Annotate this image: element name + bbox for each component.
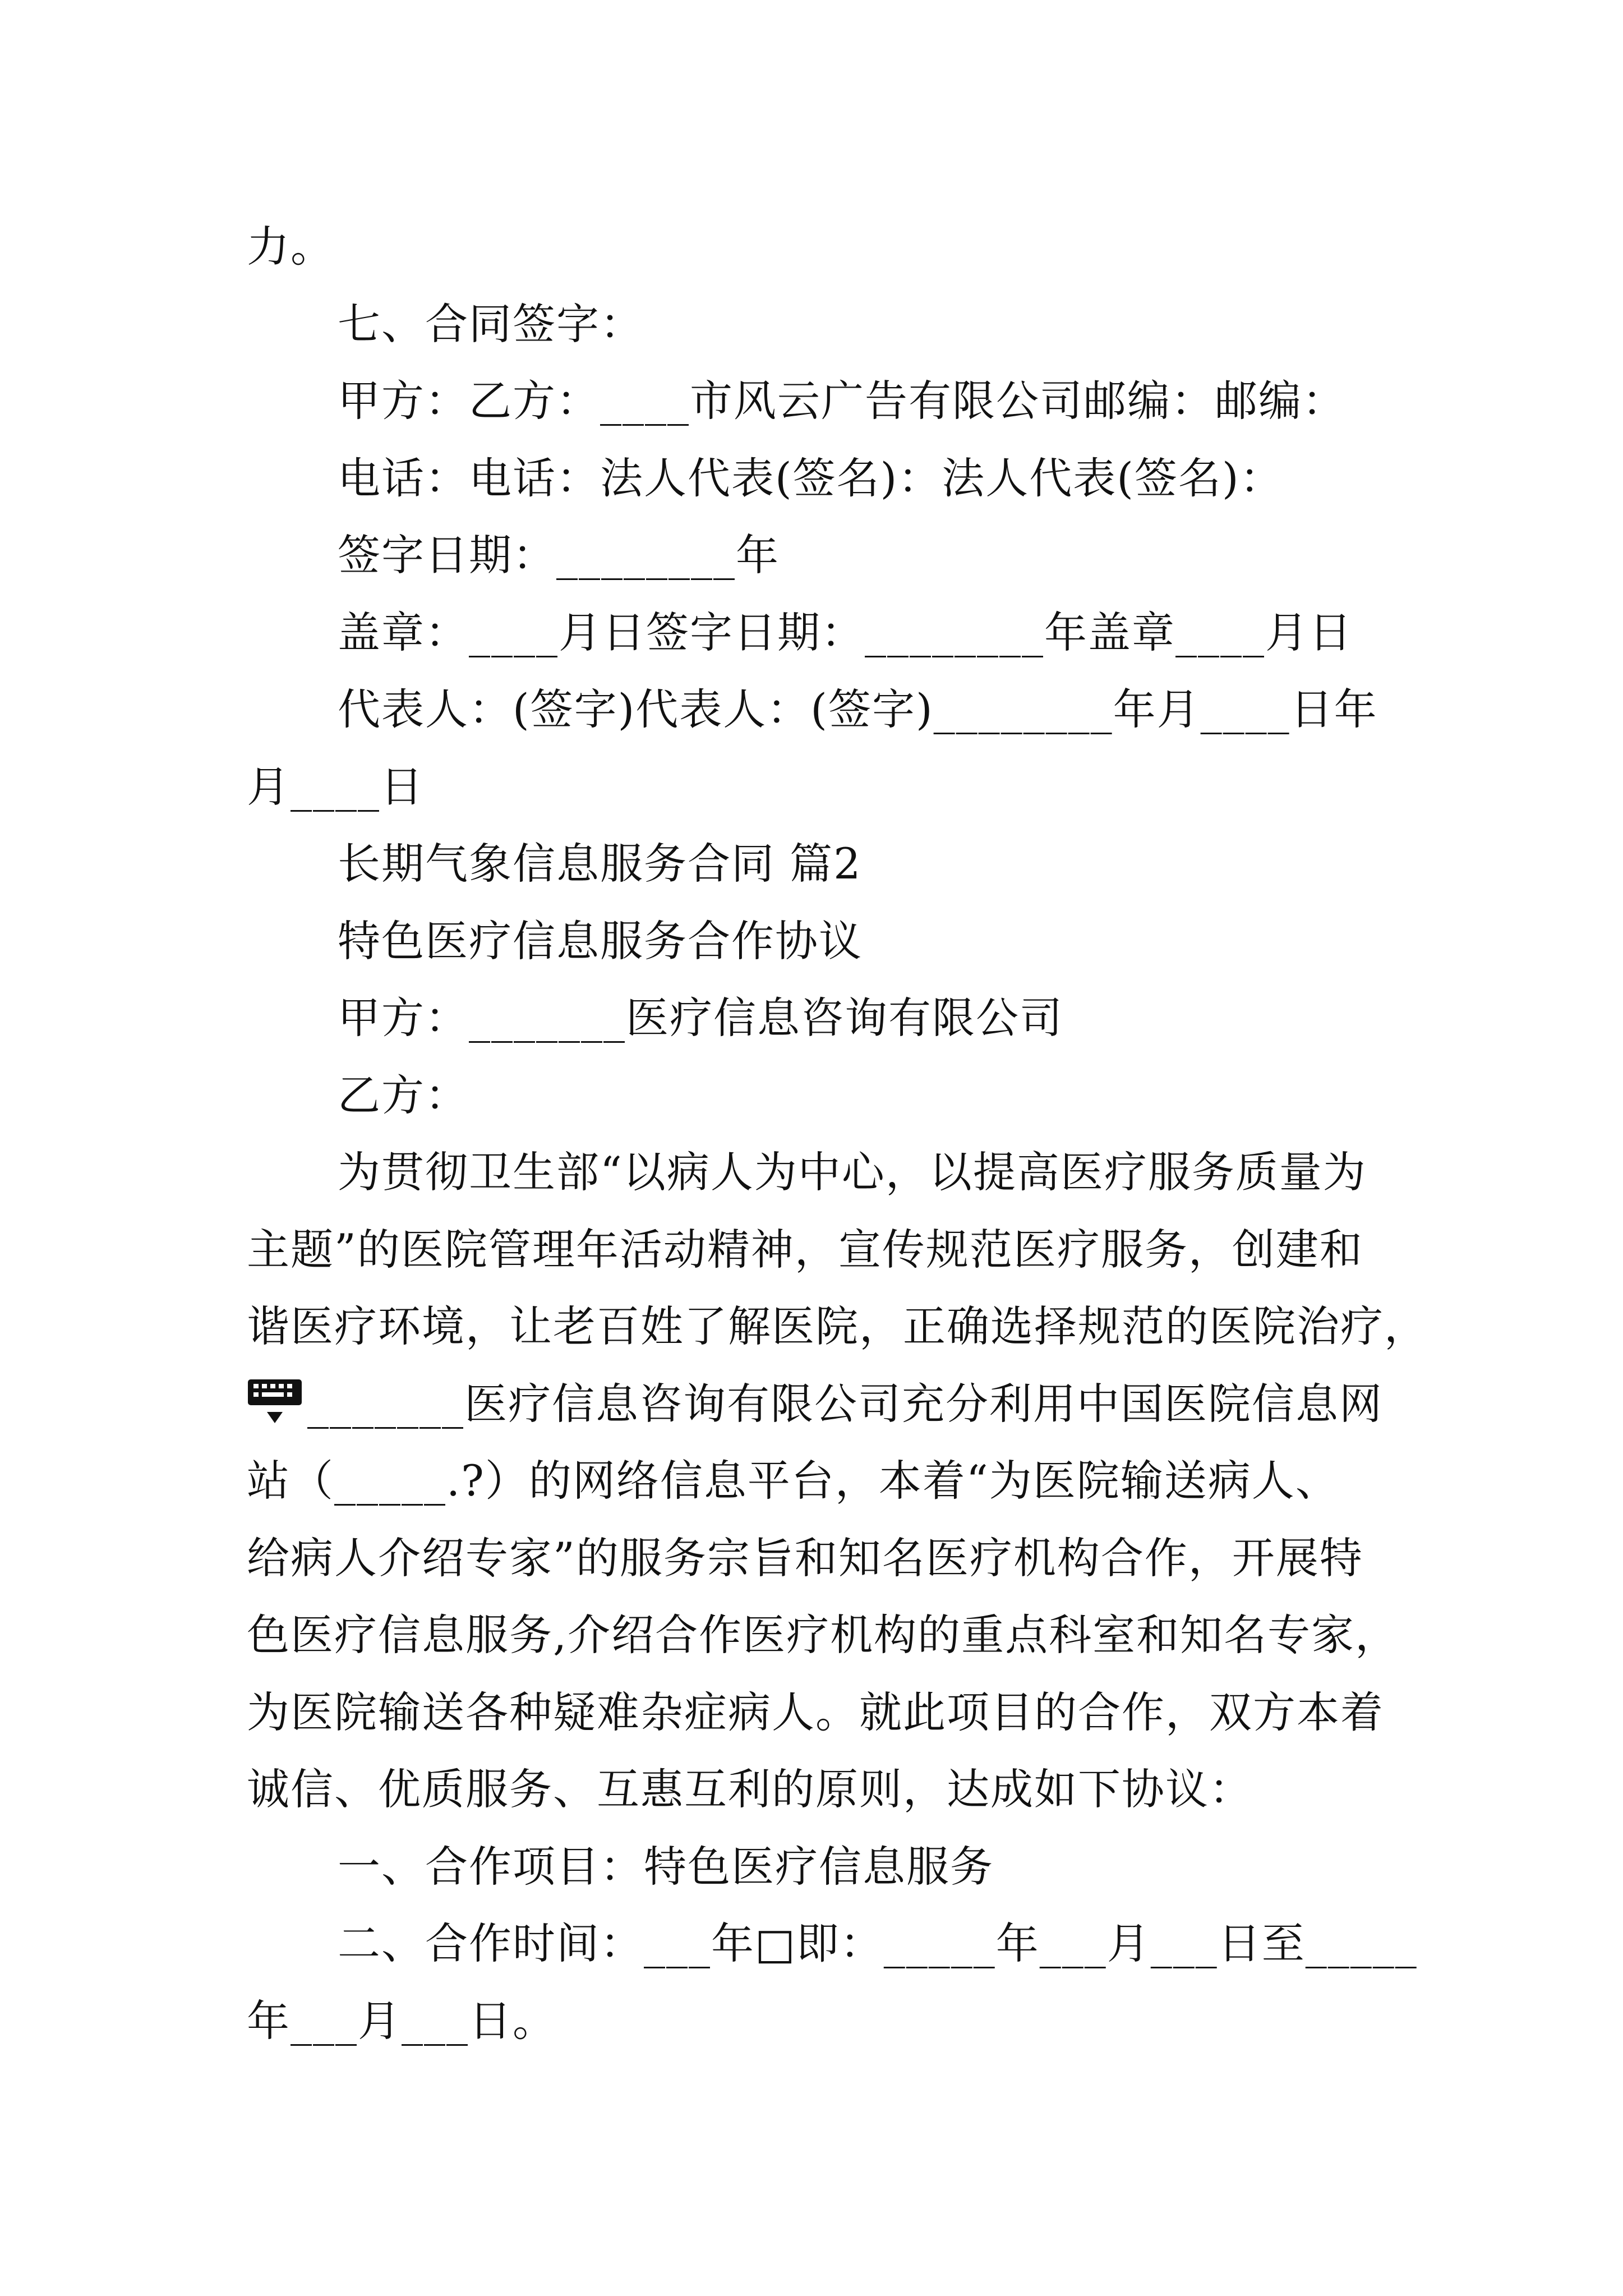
text-line: 力。 xyxy=(247,222,334,272)
clause-line: 二、合作时间：___年□即：_____年___月___日至_____ xyxy=(338,1918,1418,1968)
text-line: 盖章：____月日签字日期：________年盖章____月日 xyxy=(338,608,1353,657)
text-line: 电话：电话：法人代表(签名)：法人代表(签名)： xyxy=(338,453,1284,503)
paragraph-line: 色医疗信息服务,介绍合作医疗机构的重点科室和知名专家， xyxy=(247,1610,1399,1660)
clause-line: 年___月___日。 xyxy=(247,1996,556,2046)
text-line: 甲方：乙方：____市风云广告有限公司邮编：邮编： xyxy=(338,376,1346,426)
keyboard-icon xyxy=(247,1377,303,1428)
paragraph-line: 给病人介绍专家”的服务宗旨和知名医疗机构合作，开展特 xyxy=(247,1533,1363,1583)
paragraph-line: _______医疗信息咨询有限公司充分利用中国医院信息网 xyxy=(307,1379,1383,1429)
text-line: 代表人：(签字)代表人：(签字)________年月____日年 xyxy=(338,684,1378,734)
clause-line: 一、合作项目：特色医疗信息服务 xyxy=(338,1842,994,1892)
party-a-line: 甲方：_______医疗信息咨询有限公司 xyxy=(338,993,1063,1043)
section-heading: 七、合同签字： xyxy=(338,299,644,349)
paragraph-line: 诚信、优质服务、互惠互利的原则，达成如下协议： xyxy=(247,1764,1253,1814)
document-title: 长期气象信息服务合同 篇2 xyxy=(338,839,862,889)
text-line: 签字日期：________年 xyxy=(338,530,780,580)
paragraph-line: 为贯彻卫生部“以病人为中心，以提高医疗服务质量为 xyxy=(338,1147,1367,1197)
agreement-title: 特色医疗信息服务合作协议 xyxy=(338,916,863,966)
paragraph-line: 主题”的医院管理年活动精神，宣传规范医疗服务，创建和 xyxy=(247,1225,1363,1274)
paragraph-line: 站（_____.?）的网络信息平台，本着“为医院输送病人、 xyxy=(247,1456,1339,1506)
paragraph-line: 谐医疗环境，让老百姓了解医院，正确选择规范的医院治疗， xyxy=(247,1301,1428,1351)
party-b-line: 乙方： xyxy=(338,1070,469,1120)
paragraph-line: 为医院输送各种疑难杂症病人。就此项目的合作，双方本着 xyxy=(247,1687,1384,1737)
text-line: 月____日 xyxy=(247,762,424,812)
